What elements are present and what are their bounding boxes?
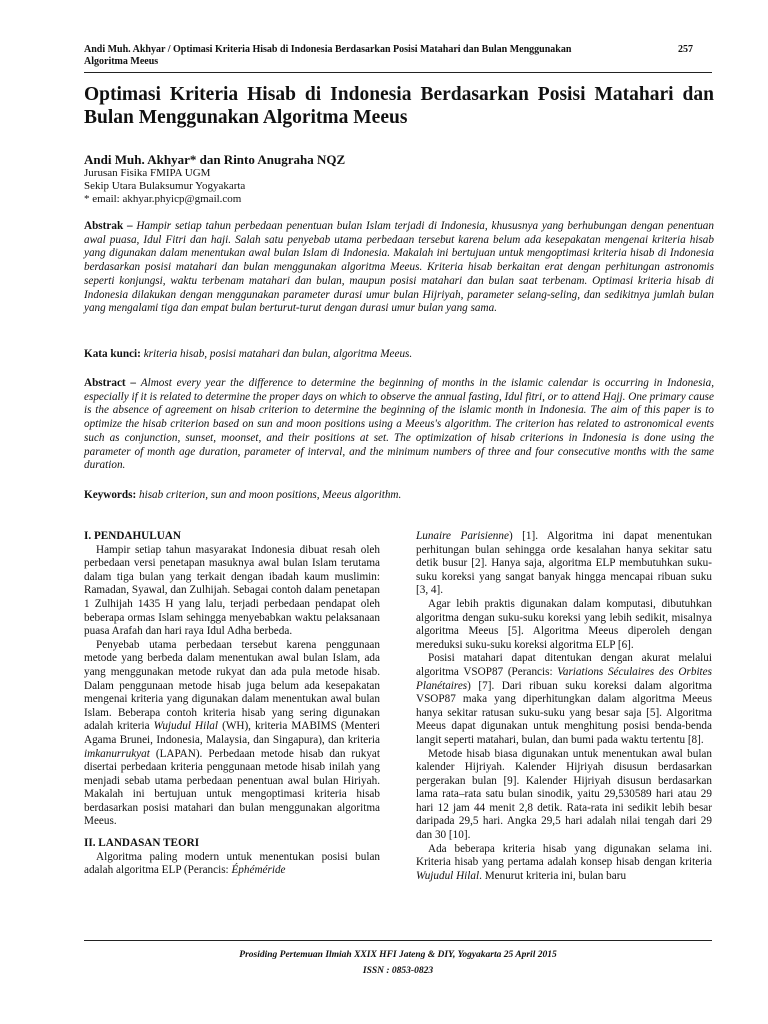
footer-rule (84, 940, 712, 941)
footer-issn: ISSN : 0853-0823 (362, 966, 434, 976)
right-paragraph-2 (416, 652, 712, 747)
text-run: Algoritma paling modern untuk menentukan posisi bulan adalah algoritma ELP (Perancis: (84, 850, 380, 877)
right-paragraph-4 (416, 843, 712, 884)
section-heading-landasan-teori: II. LANDASAN TEORI (84, 837, 200, 850)
abstract-text: Almost every year the difference to determine the beginning of months in the islamic calendar is occurring in Indonesia, especially if it is related to determine the proper days on which to observe the annual fasting, Idul fitri, or to attend Hajj. One primary cause is the absence of agreement on hisab criterion to determine the beginning of the islamic month in Indonesia. The aim of this paper is to optimize the hisab criterion based on sun and moon positions using a Meeus's algorithm. The criterion has related to astronomical events such as conjunction, sunset, moonset, and their positions at set. The optimization of hisab criterions in Indonesia is done using the parameter of month age duration, parameter of interval, and the minimum numbers of three and four consecutive months with the same duration. (84, 377, 715, 472)
text-run-italic: imkanurrukyat (84, 747, 150, 760)
text-run-italic: Wujudul Hilal (416, 869, 480, 882)
authors: Andi Muh. Akhyar* dan Rinto Anugraha NQZ (84, 152, 346, 167)
text-run: Posisi matahari dapat ditentukan dengan akurat melalui algoritma VSOP87 (Perancis: (416, 652, 712, 678)
pendahuluan-paragraph-1: Hampir setiap tahun masyarakat Indonesia dibuat resah oleh perbedaan versi penetapan masuknya awal bulan Islam terutama dalam tiga bulan yang terkait dengan ibadah kaum muslimin: Ramadan, Syawal, dan Zulhijah. Sebagai contoh dalam penetapan 1 Zulhijah 1435 H yang lalu, terjadi perbedaan pendapat oleh beberapa ormas Islam sehingga menyebabkan waktu pelaksanaan puasa Arafah dan hari raya Idul Adha berbeda. (84, 543, 380, 638)
affiliation-address: Sekip Utara Bulaksumur Yogyakarta (84, 180, 246, 192)
header-rule (84, 72, 712, 73)
abstrak-text: Hampir setiap tahun perbedaan penentuan bulan Islam terjadi di Indonesia, khususnya yang berhubungan dengan penentuan awal puasa, Idul Fitri dan haji. Salah satu penyebab utama perbedaan tersebut karena belum ada kesepakatan mengenai kriteria hisab yang digunakan dalam menentukan awal bulan Islam di Indonesia. Makalah ini bertujuan untuk mengoptimasi kriteria hisab di Indonesia berdasarkan posisi matahari dan bulan menggunakan algoritma Meeus. Kriteria hisab berkaitan erat dengan perhitungan astronomis seperti konjungsi, waktu terbenam matahari dan bulan, maupun posisi matahari dan bulan saat terbenam. Optimasi kriteria hisab di Indonesia dilakukan dengan menggunakan parameter durasi umur bulan Hijriyah, parameter selang-seling, dan sedikitnya jumlah bulan yang mengalami tiga dan empat bulan berturut-turut dengan durasi umur bulan yang sama. (84, 220, 714, 315)
text-run-italic: Lunaire Parisienne (416, 530, 509, 542)
abstract-label: Abstract – (84, 377, 136, 389)
text-run-italic: Variations Séculaires des Orbites Planétaires (416, 665, 712, 692)
right-paragraph-1: Agar lebih praktis digunakan dalam komputasi, dibutuhkan algoritma dengan suku-suku koreksi yang lebih sedikit, misalnya algoritma Meeus [5]. Algoritma Meeus diperoleh dengan mereduksi suku-suku koreksi algoritma ELP [6]. (416, 597, 712, 651)
section-heading-pendahuluan: I. PENDAHULUAN (84, 530, 181, 542)
right-column (416, 530, 712, 883)
keywords (84, 489, 714, 503)
abstrak-label: Abstrak – (84, 220, 133, 232)
page-number: 257 (678, 44, 693, 55)
right-paragraph-0 (416, 530, 712, 598)
left-column (84, 530, 380, 878)
paper-title: Optimasi Kriteria Hisab di Indonesia Berdasarkan Posisi Matahari dan Bulan Menggunakan Algoritma Meeus (84, 84, 714, 128)
pendahuluan-paragraph-2 (84, 639, 380, 829)
keywords-label: Keywords: (84, 489, 137, 501)
text-run: Penyebab utama perbedaan tersebut karena penggunaan metode yang berbeda dalam menentukan awal bulan Islam, ada yang menggunakan metode rukyat dan ada pula metode hisab. Dalam penggunaan metode hisab juga belum ada kesepakatan mengenai kriteria yang digunakan dalam menentukan awal bulan Islam. Beberapa contoh kriteria hisab yang sering digunakan adalah kriteria (84, 638, 380, 733)
text-run: (WH), kriteria MABIMS (Menteri Agama Brunei, Indonesia, Malaysia, dan Singapura), dan kriteria (84, 720, 381, 746)
text-run: ) [1]. Algoritma ini dapat menentukan perhitungan bulan sehingga orde kesalahan hanya sekitar satu detik busur [2]. Hanya saja, algoritma ELP membutuhkan suku-suku koreksi yang sangat banyak hingga mencapai ribuan suku [3, 4]. (416, 530, 712, 597)
abstrak (84, 220, 714, 316)
text-run: (LAPAN). Perbedaan metode hisab dan rukyat disertai perbedaan kriteria penggunaan metode hisab inilah yang menjadi sebab utama perbedaan penentuan awal bulan Hiriyah. Makalah ini bertujuan untuk mengoptimasi kriteria hisab berdasarkan posisi matahari dan bulan menggunakan algoritma Meeus. (84, 747, 381, 828)
text-run: Ada beberapa kriteria hisab yang digunakan selama ini. Kriteria hisab yang pertama adalah konsep hisab dengan kriteria (416, 842, 712, 869)
abstract-english (84, 377, 714, 473)
footer-proceedings: Prosiding Pertemuan Ilmiah XXIX HFI Jateng & DIY, Yogyakarta 25 April 2015 (239, 950, 557, 960)
right-paragraph-3: Metode hisab biasa digunakan untuk menentukan awal bulan kalender Hijriyah. Kalender Hijriyah disusun berdasarkan pergerakan bulan [9]. Kalender Hijriyah disusun berdasarkan lama rata–rata satu bulan sinodik, yaitu 29,530589 hari atau 29 hari 12 jam 44 menit 2,8 detik. Rata-rata ini sedikit lebih besar daripada 29,5 hari. Angka 29,5 hari adalah nilai tengah dari 29 dan 30 [10]. (416, 747, 712, 842)
landasan-paragraph-1 (84, 851, 380, 878)
text-run-italic: Éphéméride (231, 864, 286, 877)
running-head: Andi Muh. Akhyar / Optimasi Kriteria Hisab di Indonesia Berdasarkan Posisi Matahari dan Bulan Menggunakan Algoritma Meeus (84, 44, 572, 67)
affiliation-email: * email: akhyar.phyicp@gmail.com (84, 193, 242, 205)
text-run: . Menurut kriteria ini, bulan baru (479, 869, 627, 882)
keywords-text: hisab criterion, sun and moon positions, Meeus algorithm. (139, 489, 402, 501)
kata-kunci-label: Kata kunci: (84, 348, 141, 360)
kata-kunci (84, 348, 714, 362)
affiliation-department: Jurusan Fisika FMIPA UGM (84, 167, 211, 179)
text-run: ) [7]. Dari ribuan suku koreksi dalam algoritma VSOP87 maka yang diperhitungkan dalam algoritma Meeus hanya sekitar ratusan suku-suku yang besar saja [5]. Algoritma Meeus dapat digunakan untuk menghitung posisi benda-benda langit seperti matahari, bulan, dan bumi pada waktu tertentu [8]. (416, 679, 712, 746)
text-run-italic: Wujudul Hilal (153, 720, 219, 733)
kata-kunci-text: kriteria hisab, posisi matahari dan bulan, algoritma Meeus. (143, 348, 413, 360)
affiliation (84, 167, 245, 206)
